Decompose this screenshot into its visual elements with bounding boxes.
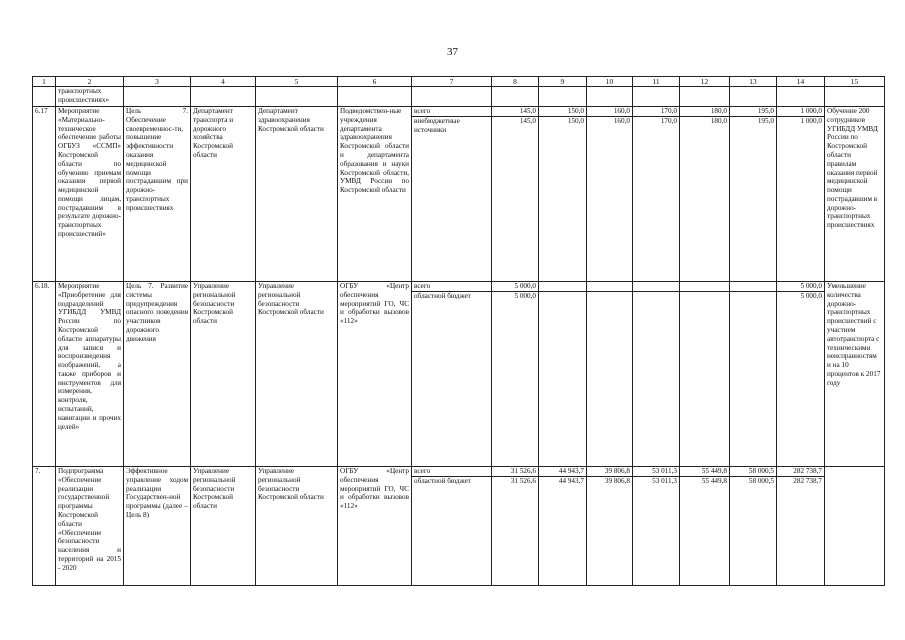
header-cell: 13: [730, 77, 777, 87]
value-cell: 5 000,0: [777, 282, 825, 292]
value-cell: [633, 291, 680, 466]
measure-text: Мероприятие «Материально-техническое обеспечение работы ОГБУЗ «ССМП» Костромской области по обучению приемам оказания первой медицинской помощи лицам, пострадавшим в результате дорожно-транспортных происшествий»: [56, 107, 124, 282]
value-cell: 180,0: [680, 116, 730, 281]
value-cell: 282 738,7: [777, 476, 825, 585]
value-cell: [587, 282, 633, 292]
value-cell: [539, 291, 587, 466]
goal-text: Эффективное управление ходом реализации Государствен-ной программы (далее – Цель 8): [124, 467, 191, 586]
program-table: [32, 76, 885, 586]
header-cell: 4: [191, 77, 256, 87]
table-row: [33, 107, 885, 117]
source-total: всего: [412, 467, 492, 477]
row-id: 6.18.: [33, 282, 56, 467]
value-cell: 145,0: [492, 116, 539, 281]
source-name: областной бюджет: [412, 291, 492, 466]
continuation-row: [33, 87, 885, 107]
header-cell: 6: [338, 77, 412, 87]
value-cell: 145,0: [492, 107, 539, 117]
participants-text: ОГБУ «Центр обеспечения мероприятий ГО, ЧС и обработки вызовов «112»: [338, 282, 412, 467]
header-cell: 15: [825, 77, 885, 87]
value-cell: 39 806,8: [587, 467, 633, 477]
result-text: Обучение 200 сотрудников УГИБДД УМВД России по Костромской области правилам оказания первой медицинской помощи пострадавшим в дорожно-транспортных происшествиях: [825, 107, 885, 282]
value-cell: [633, 282, 680, 292]
header-cell: 7: [412, 77, 492, 87]
coexecutor-text: Управление региональной безопасности Костромской области: [256, 282, 338, 467]
value-cell: 55 449,8: [680, 467, 730, 477]
page-number: 37: [447, 46, 458, 58]
header-cell: 1: [33, 77, 56, 87]
value-cell: 58 000,5: [730, 467, 777, 477]
result-text: Уменьшение количества дорожно-транспортных происшествий с участием автотранспорта с техническими неисправностям и на 10 процентов к 2017 году: [825, 282, 885, 467]
table-row: [33, 467, 885, 477]
value-cell: 44 943,7: [539, 476, 587, 585]
value-cell: 1 000,0: [777, 116, 825, 281]
goal-text: Цель 7. Развитие системы предупреждения опасного поведения участников дорожного движения: [124, 282, 191, 467]
value-cell: [680, 282, 730, 292]
value-cell: 170,0: [633, 116, 680, 281]
source-name: внебюджетные источники: [412, 116, 492, 281]
value-cell: 282 738,7: [777, 467, 825, 477]
header-row: [33, 77, 885, 87]
value-cell: [539, 282, 587, 292]
value-cell: 44 943,7: [539, 467, 587, 477]
value-cell: 53 011,3: [633, 476, 680, 585]
value-cell: [730, 291, 777, 466]
header-cell: 8: [492, 77, 539, 87]
responsible-text: Управление региональной безопасности Костромской области: [191, 467, 256, 586]
table-row: [33, 282, 885, 292]
value-cell: 5 000,0: [492, 291, 539, 466]
header-cell: 9: [539, 77, 587, 87]
value-cell: 31 526,6: [492, 476, 539, 585]
value-cell: 195,0: [730, 116, 777, 281]
row-id: 7.: [33, 467, 56, 586]
value-cell: 39 806,8: [587, 476, 633, 585]
header-cell: 5: [256, 77, 338, 87]
value-cell: [730, 282, 777, 292]
source-total: всего: [412, 107, 492, 117]
header-cell: 2: [56, 77, 124, 87]
header-cell: 14: [777, 77, 825, 87]
header-cell: 3: [124, 77, 191, 87]
value-cell: 170,0: [633, 107, 680, 117]
measure-text: Мероприятие «Приобретение для подразделений УГИБДД УМВД России по Костромской области аппаратуры для записи и воспроизведения изображений, а также приборов и инструментов для измерения, контроля, испытаний, навигации и прочих целей»: [56, 282, 124, 467]
header-cell: 12: [680, 77, 730, 87]
value-cell: [680, 291, 730, 466]
result-text: [825, 467, 885, 586]
goal-text: Цель 7. Обеспечение своевременнос-ти, повышение эффективности оказания медицинской помощи пострадавшим при дорожно-транспортных происшествиях: [124, 107, 191, 282]
participants-text: Подведомствен-ные учреждения департамента здравоохранения Костромской области и департамента образования и науки Костромской области, УМВД России по Костромской области: [338, 107, 412, 282]
value-cell: 5 000,0: [777, 291, 825, 466]
value-cell: 55 449,8: [680, 476, 730, 585]
value-cell: 160,0: [587, 116, 633, 281]
responsible-text: Управление региональной безопасности Костромской области: [191, 282, 256, 467]
header-cell: 11: [633, 77, 680, 87]
value-cell: 5 000,0: [492, 282, 539, 292]
source-total: всего: [412, 282, 492, 292]
continuation-text: транспортных происшествиях»: [56, 87, 124, 107]
participants-text: ОГБУ «Центр обеспечения мероприятий ГО, ЧС и обработки вызовов «112»: [338, 467, 412, 586]
value-cell: 31 526,6: [492, 467, 539, 477]
value-cell: 58 000,5: [730, 476, 777, 585]
value-cell: 53 011,3: [633, 467, 680, 477]
value-cell: 150,0: [539, 116, 587, 281]
header-cell: 10: [587, 77, 633, 87]
value-cell: 160,0: [587, 107, 633, 117]
value-cell: [587, 291, 633, 466]
row-id: 6.17: [33, 107, 56, 282]
value-cell: 195,0: [730, 107, 777, 117]
value-cell: 180,0: [680, 107, 730, 117]
source-name: областной бюджет: [412, 476, 492, 585]
coexecutor-text: Управление региональной безопасности Костромской области: [256, 467, 338, 586]
coexecutor-text: Департамент здравоохранения Костромской области: [256, 107, 338, 282]
measure-text: Подпрограмма «Обеспечение реализации государственной программы Костромской области «Обеспечение безопасности населения и территорий на 2015 - 2020: [56, 467, 124, 586]
value-cell: 150,0: [539, 107, 587, 117]
responsible-text: Департамент транспорта и дорожного хозяйства Костромской области: [191, 107, 256, 282]
value-cell: 1 000,0: [777, 107, 825, 117]
